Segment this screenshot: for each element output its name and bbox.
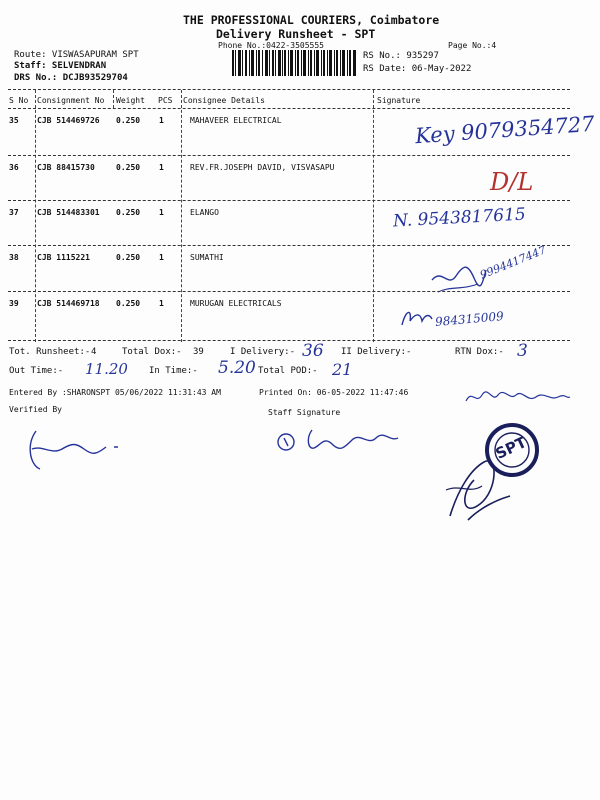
row-weight: 0.250 (116, 253, 141, 262)
i-delivery-value: 36 (302, 341, 324, 361)
row-sno: 39 (9, 299, 19, 308)
entered-by: Entered By :SHARONSPT 05/06/2022 11:31:43 AM (9, 388, 221, 397)
total-dox-label: Total Dox:- (122, 347, 182, 357)
printed-on: Printed On: 06-05-2022 11:47:46 (259, 388, 409, 397)
row-weight: 0.250 (116, 163, 141, 172)
row-consignee: MURUGAN ELECTRICALS (190, 299, 282, 308)
signature-scribble (400, 305, 434, 333)
row-signature: 9994417447 (478, 243, 548, 282)
row-signature: Key 9079354727 (414, 111, 596, 149)
total-runsheet-label: Tot. Runsheet:- (9, 347, 91, 357)
in-time-label: In Time:- (149, 366, 198, 376)
row-pcs: 1 (159, 299, 164, 308)
row-weight: 0.250 (116, 299, 141, 308)
row-sno: 36 (9, 163, 19, 172)
col-sno: S No (9, 96, 29, 105)
total-dox: 39 (193, 347, 204, 357)
row-consignment: CJB 1115221 (37, 253, 90, 262)
col-consignment: Consignment No (37, 96, 105, 105)
company-title: THE PROFESSIONAL COURIERS, Coimbatore (183, 13, 440, 27)
row-pcs: 1 (159, 208, 164, 217)
rtn-dox-value: 3 (517, 341, 528, 361)
page-number: Page No.:4 (448, 41, 497, 50)
row-weight: 0.250 (116, 208, 141, 217)
row-signature: N. 9543817615 (392, 204, 527, 232)
out-time-value: 11.20 (85, 360, 128, 378)
col-consignee: Consignee Details (183, 96, 265, 105)
row-consignee: ELANGO (190, 208, 219, 217)
staff-signature-label: Staff Signature (268, 408, 341, 417)
row-consignment: CJB 514469726 (37, 116, 100, 125)
col-pcs: PCS (158, 96, 173, 105)
col-signature: Signature (377, 96, 421, 105)
rtn-dox-label: RTN Dox:- (455, 347, 504, 357)
row-consignee: MAHAVEER ELECTRICAL (190, 116, 282, 125)
row-pcs: 1 (159, 253, 164, 262)
spt-stamp (440, 420, 550, 530)
row-consignee: SUMATHI (190, 253, 224, 262)
stamp-text: SPT (492, 433, 530, 463)
total-runsheet: 4 (91, 347, 97, 357)
row-consignee: REV.FR.JOSEPH DAVID, VISVASAPU (190, 163, 335, 172)
total-pod-value: 21 (332, 360, 353, 379)
drs-number: DRS No.: DCJB93529704 (14, 73, 128, 83)
rs-number: RS No.: 935297 (363, 51, 439, 61)
row-weight: 0.250 (116, 116, 141, 125)
signature-scribble (462, 385, 572, 409)
row-sno: 35 (9, 116, 19, 125)
row-signature: D/L (490, 168, 534, 196)
barcode (232, 50, 356, 76)
in-time-value: 5.20 (218, 358, 256, 378)
total-pod-label: Total POD:- (258, 366, 318, 376)
phone-number: Phone No.:0422-3505555 (218, 41, 324, 50)
row-consignment: CJB 88415730 (37, 163, 95, 172)
signature-scribble (272, 424, 412, 458)
row-sno: 38 (9, 253, 19, 262)
out-time-label: Out Time:- (9, 366, 64, 376)
verified-by-label: Verified By (9, 405, 62, 414)
rs-date: RS Date: 06-May-2022 (363, 64, 472, 74)
staff: Staff: SELVENDRAN (14, 61, 107, 71)
row-signature: 984315009 (434, 309, 505, 329)
route: Route: VISWASAPURAM SPT (14, 50, 139, 60)
ii-delivery-label: II Delivery:- (341, 347, 412, 357)
row-consignment: CJB 514469718 (37, 299, 100, 308)
signature-scribble (22, 425, 132, 475)
col-weight: Weight (116, 96, 145, 105)
row-pcs: 1 (159, 163, 164, 172)
row-consignment: CJB 514483301 (37, 208, 100, 217)
i-delivery-label: I Delivery:- (230, 347, 296, 357)
row-sno: 37 (9, 208, 19, 217)
runsheet-subtitle: Delivery Runsheet - SPT (216, 27, 376, 41)
row-pcs: 1 (159, 116, 164, 125)
